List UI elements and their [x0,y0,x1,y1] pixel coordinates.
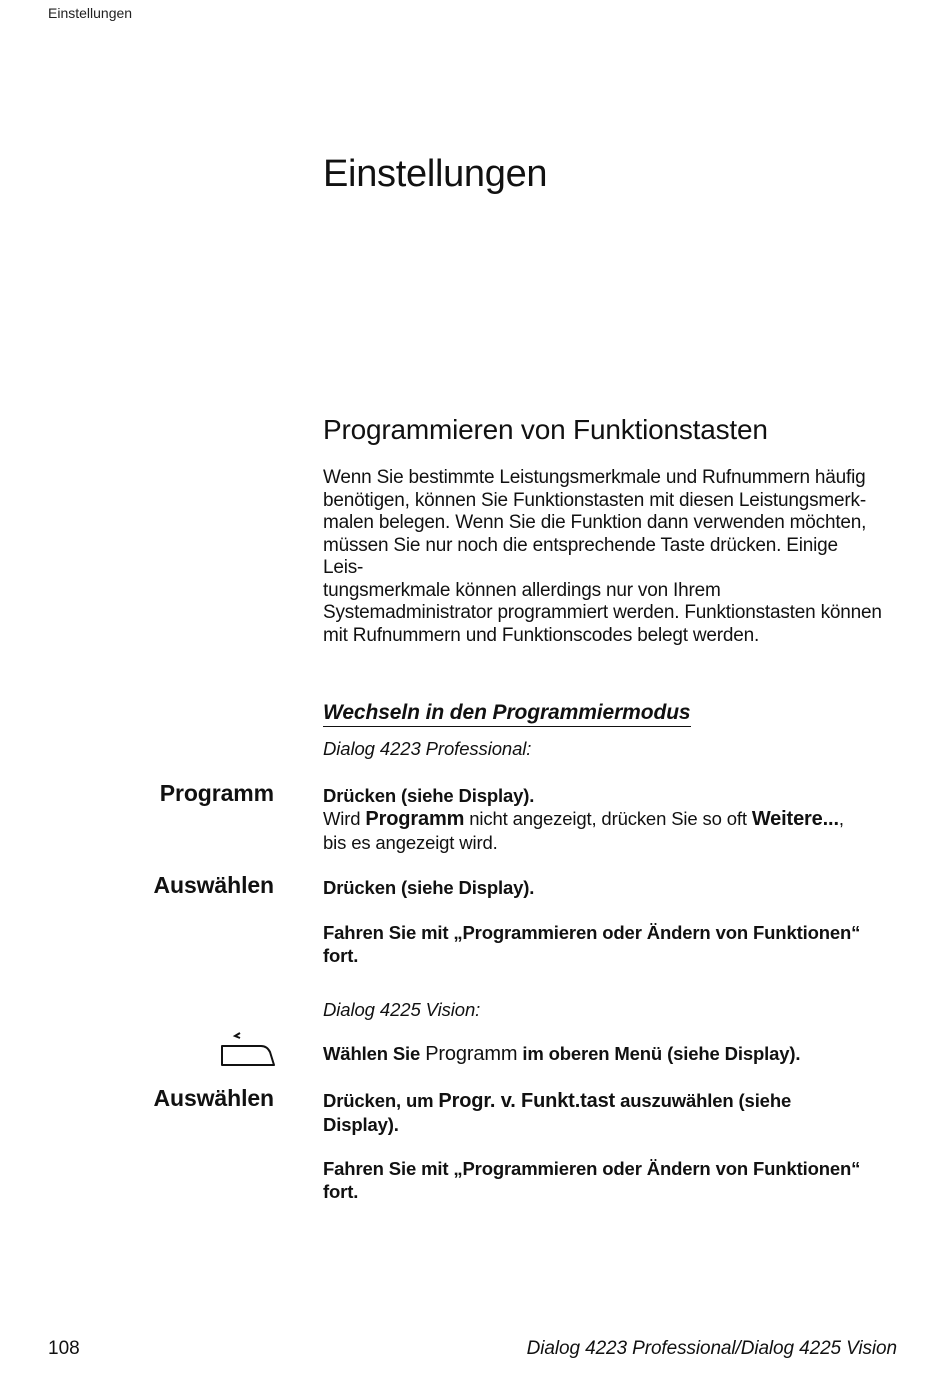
key-label-auswaehlen-vision: Auswählen [153,1085,274,1111]
instruction-auswaehlen: Drücken (siehe Display). [323,877,535,898]
instruction-detail-end: bis es angezeigt wird. [323,832,498,853]
intro-line: Leis- [323,557,364,578]
key-label-auswaehlen: Auswählen [153,872,274,898]
intro-line: malen belegen. Wenn Sie die Funktion dann verwenden möchten, [323,512,867,533]
continue-line: fort. [323,1181,359,1202]
chapter-title: Einstellungen [323,153,548,195]
intro-line: Systemadministrator programmiert werden. Funktionstasten können [323,602,882,623]
text-fragment: nicht angezeigt, drücken Sie so oft [464,808,752,829]
intro-line: benötigen, können Sie Funktionstasten mit diesen Leistungsmerk- [323,489,866,511]
text-fragment: Wählen Sie [323,1043,426,1064]
intro-paragraph [323,467,903,647]
continue-line: fort. [323,945,359,966]
model-label-professional: Dialog 4223 Professional: [323,738,532,759]
section-title: Programmieren von Funktionstasten [323,414,768,445]
intro-line: mit Rufnummern und Funktionscodes belegt werden. [323,624,760,646]
instruction-select-programm [323,1042,908,1066]
key-label-programm: Programm [159,780,274,806]
softkey-name: Programm [365,808,465,830]
instruction-line: Display). [323,1114,399,1135]
page-number: 108 [48,1338,80,1359]
menu-item-name: Progr. v. Funkt.tast [438,1090,616,1112]
menu-item-name: Programm [425,1043,518,1065]
model-label-vision: Dialog 4225 Vision: [323,999,481,1020]
continue-note-vision [323,1157,908,1203]
intro-line: Wenn Sie bestimmte Leistungsmerkmale und Rufnummern häufig [323,467,866,488]
text-fragment: Drücken, um [323,1090,439,1111]
text-fragment: im oberen Menü (siehe Display). [517,1043,801,1064]
intro-line: tungsmerkmale können allerdings nur von Ihrem [323,579,721,601]
continue-line: Fahren Sie mit „Programmieren oder Ändern von Funktionen“ [323,1158,861,1179]
instruction-programm [323,784,908,854]
continue-note [323,921,908,967]
subsection-title: Wechseln in den Programmiermodus [323,701,691,727]
continue-line: Fahren Sie mit „Programmieren oder Ändern von Funktionen“ [323,922,861,943]
text-fragment: Wird [323,808,366,829]
softkey-name: Weitere... [751,808,839,830]
instruction-auswaehlen-vision [323,1089,908,1136]
text-fragment: , [838,808,844,829]
instruction-line [323,1089,908,1113]
footer-title: Dialog 4223 Professional/Dialog 4225 Vision [526,1338,897,1359]
navigation-key-left-icon [218,1027,276,1069]
running-header: Einstellungen [48,5,133,21]
instruction-main: Drücken (siehe Display). [323,785,535,806]
instruction-detail [323,807,908,831]
intro-line: müssen Sie nur noch die entsprechende Taste drücken. Einige [323,534,838,556]
text-fragment: auszuwählen (siehe [615,1090,792,1111]
